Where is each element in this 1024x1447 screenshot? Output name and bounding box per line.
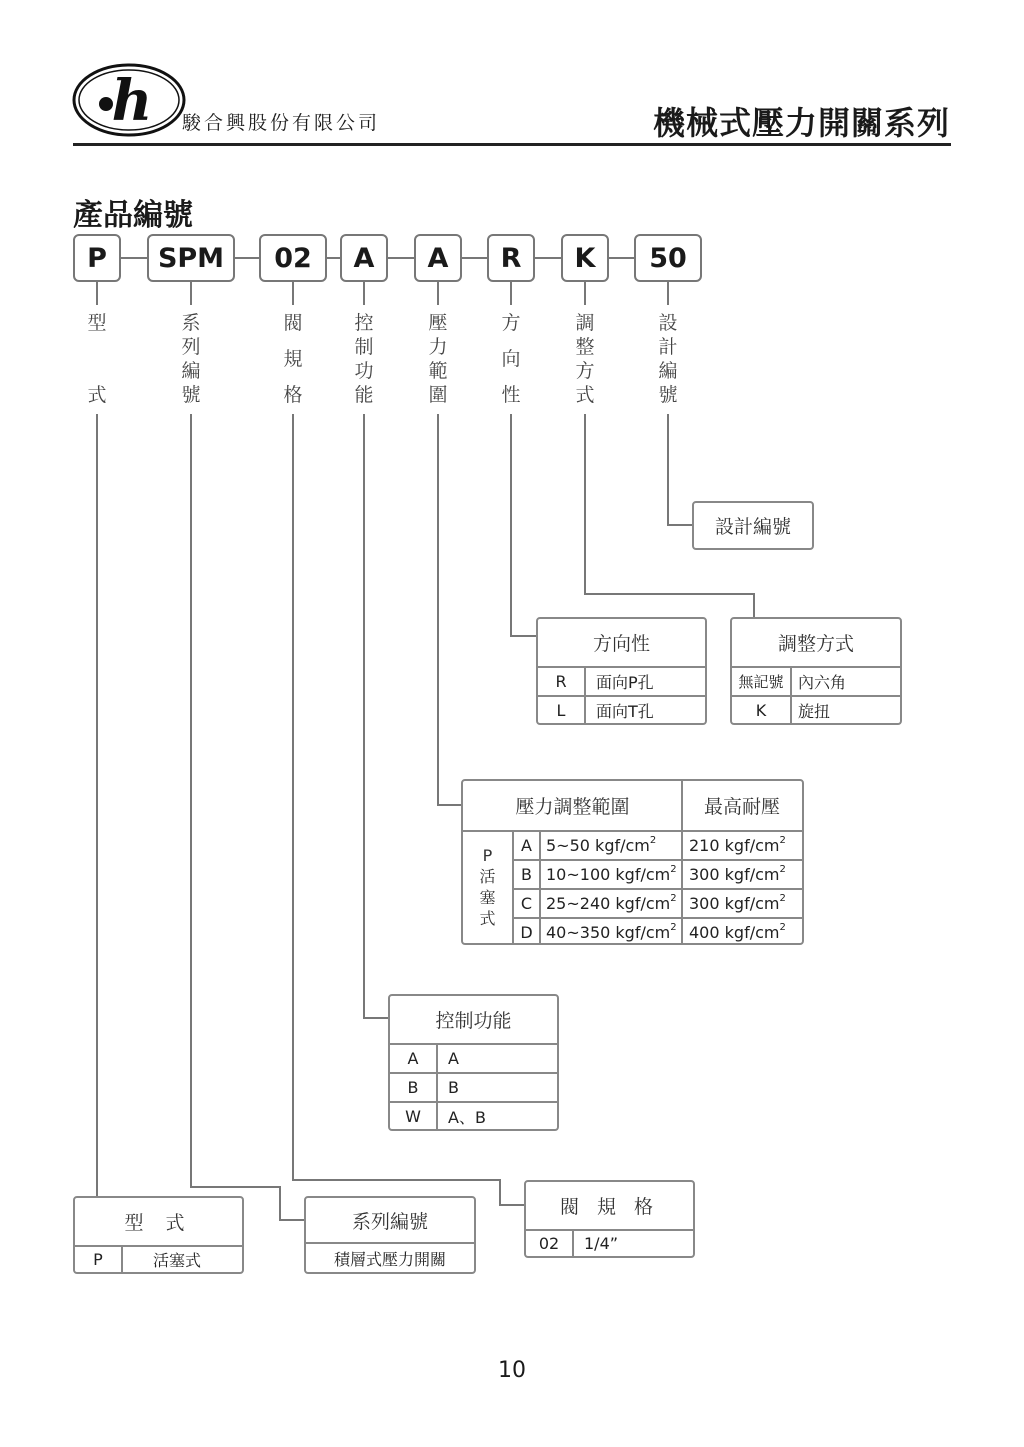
label-adjust: 調 整 方 式 bbox=[575, 312, 595, 406]
section-title: 產品編號 bbox=[73, 198, 193, 233]
type-box bbox=[73, 1196, 244, 1274]
table-row: W A、B bbox=[390, 1101, 557, 1130]
design-box bbox=[692, 501, 814, 550]
company-name: 駿合興股份有限公司 bbox=[182, 112, 381, 134]
label-valve-size: 閥 規 格 bbox=[283, 312, 303, 406]
table-row: A bbox=[521, 836, 532, 855]
valve-title: 閥 規 格 bbox=[559, 1196, 660, 1218]
type-title: 型 式 bbox=[124, 1212, 193, 1234]
table-row: L 面向T孔 bbox=[538, 695, 705, 724]
label-control: 控 制 功 能 bbox=[354, 312, 374, 406]
label-direction: 方 向 性 bbox=[501, 312, 521, 406]
direction-box bbox=[536, 617, 707, 725]
table-row: B bbox=[521, 865, 532, 884]
table-row: A A bbox=[390, 1043, 557, 1072]
table-row: R 面向P孔 bbox=[538, 666, 705, 695]
series-box bbox=[304, 1196, 476, 1274]
table-row: 02 1/4” bbox=[526, 1229, 693, 1256]
table-row: P 活塞式 bbox=[75, 1245, 242, 1272]
direction-title: 方向性 bbox=[592, 633, 650, 655]
logo-letter: h bbox=[111, 68, 153, 134]
table-row: K 旋扭 bbox=[732, 695, 900, 724]
code-valve-size: 02 bbox=[259, 234, 327, 282]
design-box-title: 設計編號 bbox=[714, 516, 791, 538]
label-design: 設 計 編 號 bbox=[658, 312, 678, 406]
max-pressure-header: 最高耐壓 bbox=[703, 796, 780, 818]
code-type: P bbox=[73, 234, 121, 282]
control-box bbox=[388, 994, 559, 1131]
label-series: 系 列 編 號 bbox=[181, 312, 201, 406]
table-row: C bbox=[520, 894, 533, 913]
valve-box bbox=[524, 1180, 695, 1258]
page-number: 10 bbox=[498, 1358, 526, 1383]
code-control: A bbox=[340, 234, 388, 282]
code-design: 50 bbox=[634, 234, 702, 282]
piston-label: P 活 塞 式 bbox=[479, 846, 496, 928]
table-row: B B bbox=[390, 1072, 557, 1101]
code-direction: R bbox=[487, 234, 535, 282]
control-title: 控制功能 bbox=[435, 1010, 512, 1032]
pressure-table: 壓力調整範圍 最高耐壓 P 活 塞 式 A 5~50 kgf/cm $^2$ 210 kgf/cm $^2$ B 10~100 kgf/cm $^2$ 300 kgf/cm $^2$ C 25~240 kgf/cm $^2$ 300 kgf/cm $^2$ D 40~350 kgf/cm $^2$ 400 kgf/cm $^2$ bbox=[461, 779, 804, 945]
company-logo bbox=[72, 62, 186, 138]
table-row: 積層式壓力開關 bbox=[306, 1242, 474, 1272]
label-type: 型 式 bbox=[87, 312, 107, 406]
series-title: 機械式壓力開關系列 bbox=[652, 104, 950, 142]
code-adjust: K bbox=[561, 234, 609, 282]
header-rule bbox=[73, 143, 951, 146]
adjust-title: 調整方式 bbox=[777, 633, 854, 655]
table-row: 無記號 內六角 bbox=[732, 666, 900, 695]
pressure-range-header: 壓力調整範圍 bbox=[515, 796, 630, 818]
code-pressure: A bbox=[414, 234, 462, 282]
series-box-title: 系列編號 bbox=[351, 1210, 428, 1233]
table-row: D bbox=[520, 923, 533, 942]
code-series: SPM bbox=[147, 234, 235, 282]
label-pressure: 壓 力 範 圍 bbox=[428, 312, 448, 406]
adjust-box bbox=[730, 617, 902, 725]
